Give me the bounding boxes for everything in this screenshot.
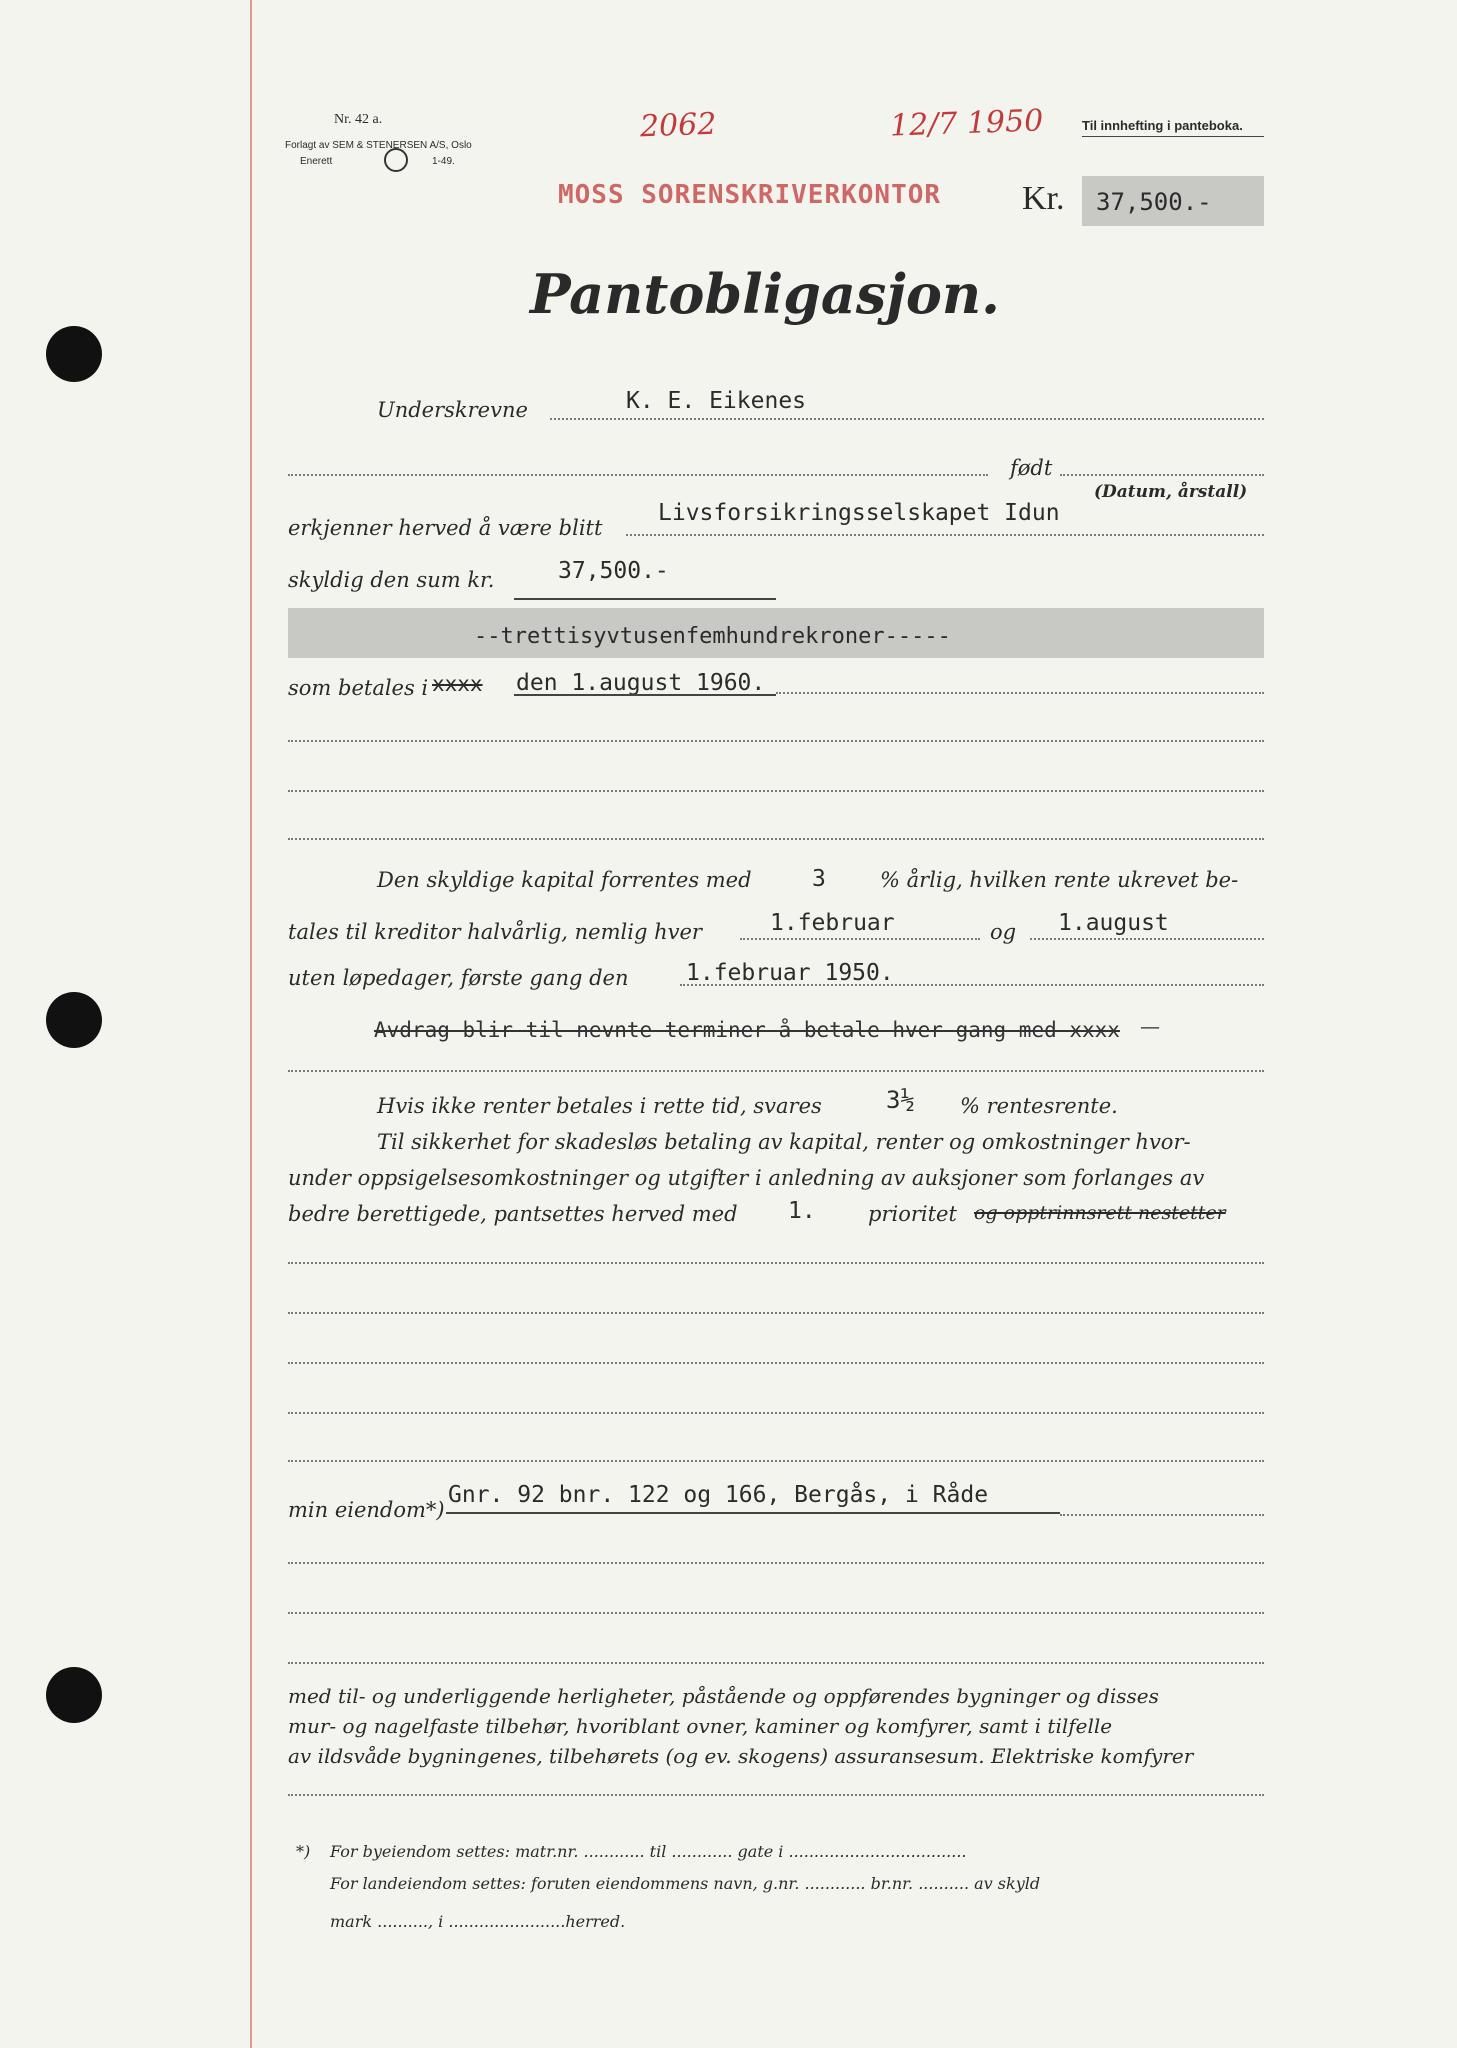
document-title: Pantobligasjon. xyxy=(530,262,1000,326)
footnote-line-2: For landeiendom settes: foruten eiendommens navn, g.nr. ............ br.nr. .......... av skyld xyxy=(330,1874,1041,1893)
closing-line-3: av ildsvåde bygningenes, tilbehørets (og ev. skogens) assuransesum. Elektriske komfyrer xyxy=(288,1744,1194,1768)
penalty-text-b: % rentesrente. xyxy=(960,1094,1118,1118)
interest-text-3a: uten løpedager, første gang den xyxy=(288,966,629,990)
security-text-3a: bedre berettigede, pantsettes herved med xyxy=(288,1202,738,1226)
interest-date-1: 1.februar xyxy=(770,910,895,936)
payable-value: den 1.august 1960. xyxy=(516,670,766,696)
creditor-value: Livsforsikringsselskapet Idun xyxy=(658,500,1060,526)
footnote-line-1: For byeiendom settes: matr.nr. ............ til ............ gate i ................................... xyxy=(330,1842,967,1861)
punch-hole-middle xyxy=(46,992,102,1048)
interest-text-1b: % årlig, hvilken rente ukrevet be- xyxy=(880,868,1239,892)
first-date-line xyxy=(680,984,1264,986)
date1-line xyxy=(740,938,980,940)
blank-line-13 xyxy=(288,1794,1264,1796)
payable-struck: xxxx xyxy=(432,672,483,696)
amount-box-value: 37,500.- xyxy=(1096,188,1212,216)
interest-date-2: 1.august xyxy=(1058,910,1169,936)
kr-label: Kr. xyxy=(1022,180,1065,217)
amount-words: --trettisyvtusenfemhundrekroner----- xyxy=(474,624,951,649)
first-payment-date: 1.februar 1950. xyxy=(686,960,894,986)
penalty-text-a: Hvis ikke renter betales i rette tid, svares xyxy=(377,1094,822,1118)
handwritten-reference: 2062 xyxy=(639,106,717,145)
publisher-date: 1-49. xyxy=(432,156,455,167)
property-line xyxy=(1060,1514,1264,1516)
blank-line-10 xyxy=(288,1562,1264,1564)
undersigned-line xyxy=(550,418,1264,420)
blank-line-11 xyxy=(288,1612,1264,1614)
born-hint: (Datum, årstall) xyxy=(1094,482,1248,502)
payable-line xyxy=(776,692,1264,694)
penalty-rate: 3½ xyxy=(886,1086,915,1114)
payable-label: som betales i xyxy=(288,676,429,700)
footnote-line-3: mark .........., i .......................herred. xyxy=(330,1912,626,1931)
closing-line-1: med til- og underliggende herligheter, påstående og oppførendes bygninger og disses xyxy=(288,1684,1159,1708)
acknowledges-label: erkjenner herved å være blitt xyxy=(288,516,603,540)
publisher-line: Forlagt av SEM & STENERSEN A/S, Oslo xyxy=(285,140,472,151)
interest-og: og xyxy=(990,920,1017,944)
security-text-2: under oppsigelsesomkostninger og utgifter i anledning av auksjoner som forlanges av xyxy=(288,1166,1205,1190)
blank-line-3 xyxy=(288,838,1264,840)
creditor-line xyxy=(626,534,1264,536)
footnote-star: *) xyxy=(296,1842,311,1861)
undersigned-label: Underskrevne xyxy=(377,398,528,422)
interest-rate: 3 xyxy=(812,866,826,892)
property-underline xyxy=(446,1512,1060,1514)
security-text-1: Til sikkerhet for skadesløs betaling av kapital, renter og omkostninger hvor- xyxy=(377,1130,1191,1154)
blank-line-9 xyxy=(288,1460,1264,1462)
blank-line-12 xyxy=(288,1662,1264,1664)
blank-line-6 xyxy=(288,1312,1264,1314)
interest-text-1a: Den skyldige kapital forrentes med xyxy=(377,868,752,892)
owes-underline xyxy=(514,598,776,600)
binding-note-underline xyxy=(1082,136,1264,137)
punch-hole-bottom xyxy=(46,1667,102,1723)
publisher-logo xyxy=(384,148,408,172)
registry-stamp: MOSS SORENSKRIVERKONTOR xyxy=(558,180,942,210)
property-value: Gnr. 92 bnr. 122 og 166, Bergås, i Råde xyxy=(448,1482,989,1508)
security-text-3b: prioritet xyxy=(868,1202,957,1226)
blank-line-8 xyxy=(288,1412,1264,1414)
date2-line xyxy=(1030,938,1264,940)
blank-line-1 xyxy=(288,740,1264,742)
payable-underline xyxy=(514,694,776,696)
owes-label: skyldig den sum kr. xyxy=(288,568,495,592)
born-line-right xyxy=(1060,474,1264,476)
undersigned-value: K. E. Eikenes xyxy=(626,388,807,414)
owes-value: 37,500.- xyxy=(558,558,669,584)
handwritten-date: 12/7 1950 xyxy=(889,103,1044,144)
interest-text-2a: tales til kreditor halvårlig, nemlig hver xyxy=(288,920,702,944)
property-label: min eiendom*) xyxy=(288,1498,445,1522)
blank-line-5 xyxy=(288,1262,1264,1264)
margin-rule xyxy=(250,0,252,2048)
form-number: Nr. 42 a. xyxy=(334,112,383,127)
closing-line-2: mur- og nagelfaste tilbehør, hvoriblant ovner, kaminer og komfyrer, samt i tilfelle xyxy=(288,1714,1113,1738)
blank-line-7 xyxy=(288,1362,1264,1364)
binding-note: Til innhefting i panteboka. xyxy=(1082,118,1243,133)
dash-mark: — xyxy=(1140,1014,1160,1038)
publisher-enerett: Enerett xyxy=(300,156,333,167)
punch-hole-top xyxy=(46,326,102,382)
blank-line-4 xyxy=(288,1070,1264,1072)
blank-line-2 xyxy=(288,790,1264,792)
priority-value: 1. xyxy=(788,1198,816,1224)
born-label: født xyxy=(1010,456,1053,480)
security-text-3-struck: og opptrinnsrett nestetter xyxy=(974,1202,1226,1224)
struck-installment-line: Avdrag blir til nevnte terminer å betale hver gang med xxxx xyxy=(374,1018,1120,1042)
born-line-left xyxy=(288,474,988,476)
